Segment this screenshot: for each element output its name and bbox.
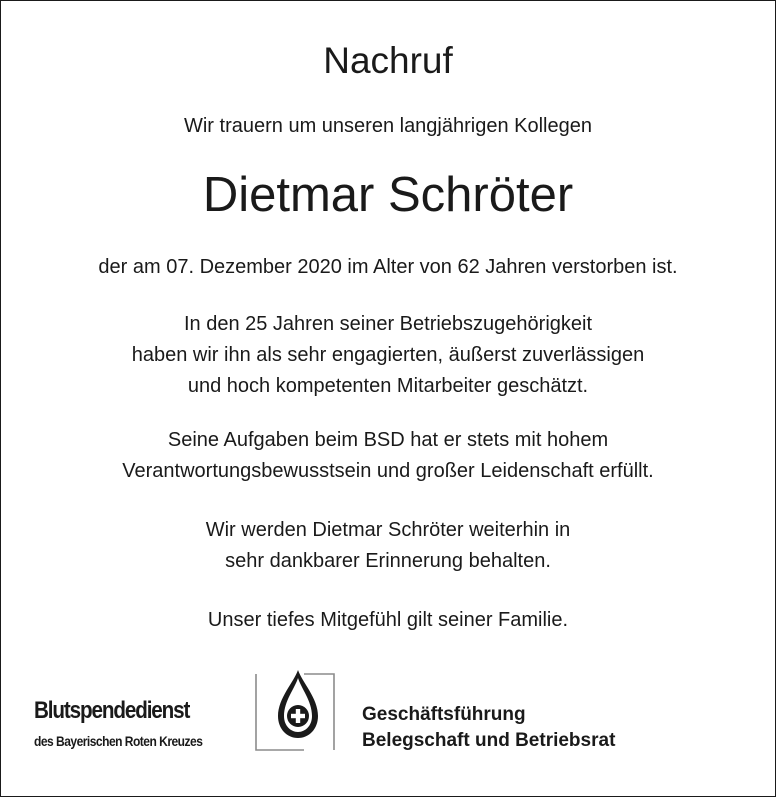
paragraph-line: Wir werden Dietmar Schröter weiterhin in: [205, 519, 571, 541]
cross-horizontal: [291, 714, 305, 718]
paragraph-remembrance: [0, 515, 776, 577]
signatory-staff: Belegschaft und Betriebsrat: [362, 730, 616, 751]
notice-heading: Nachruf: [323, 40, 453, 81]
signatory-management: Geschäftsführung: [362, 704, 526, 725]
blood-drop-cross-icon: [254, 668, 336, 752]
death-line: der am 07. Dezember 2020 im Alter von 62 Jahren verstorben ist.: [98, 256, 678, 278]
paragraph-line: Seine Aufgaben beim BSD hat er stets mit hohem: [167, 429, 609, 451]
deceased-name: Dietmar Schröter: [202, 168, 574, 222]
paragraph-line: In den 25 Jahren seiner Betriebszugehörigkeit: [183, 313, 593, 335]
paragraph-line: und hoch kompetenten Mitarbeiter geschätzt.: [187, 375, 589, 397]
intro-text: Wir trauern um unseren langjährigen Kollegen: [183, 115, 592, 137]
paragraph-duties: [0, 425, 776, 487]
paragraph-line: haben wir ihn als sehr engagierten, äußerst zuverlässigen: [131, 344, 645, 366]
paragraph-tenure: [0, 309, 776, 402]
paragraph-line: sehr dankbarer Erinnerung behalten.: [225, 550, 551, 572]
organization-subtitle: des Bayerischen Roten Kreuzes: [34, 733, 203, 749]
closing-line: Unser tiefes Mitgefühl gilt seiner Familie.: [207, 609, 569, 631]
paragraph-line: Verantwortungsbewusstsein und großer Leidenschaft erfüllt.: [122, 460, 654, 482]
organization-name: Blutspendedienst: [34, 697, 190, 724]
